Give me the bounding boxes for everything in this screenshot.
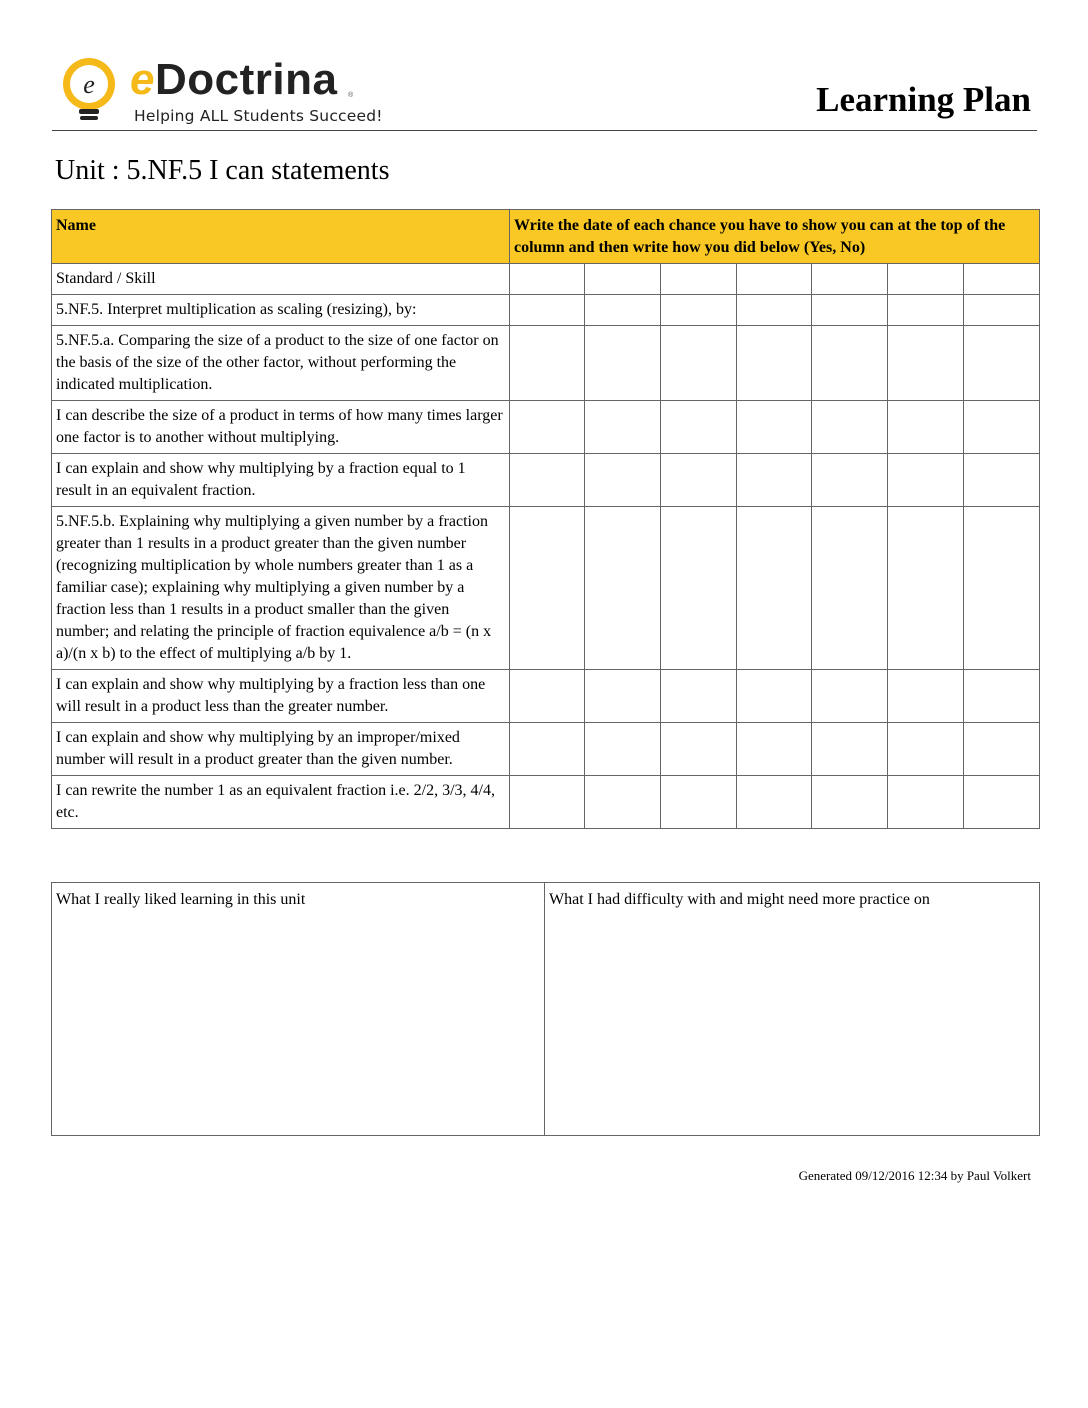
instructions-header: Write the date of each chance you have to show you can at the top of the column and then write how you did below (Yes, No) [510, 210, 1040, 264]
skill-cell: 5.NF.5. Interpret multiplication as scaling (resizing), by: [52, 295, 510, 326]
attempt-cell[interactable] [661, 326, 737, 401]
attempt-cell[interactable] [888, 295, 964, 326]
attempt-cell[interactable] [510, 401, 585, 454]
attempt-cell[interactable] [888, 507, 964, 670]
attempt-cell[interactable] [661, 264, 737, 295]
attempt-cell[interactable] [737, 295, 812, 326]
attempt-cell[interactable] [888, 401, 964, 454]
attempt-cell[interactable] [585, 264, 661, 295]
attempt-cell[interactable] [585, 326, 661, 401]
skill-cell: 5.NF.5.b. Explaining why multiplying a given number by a fraction greater than 1 results in a product greater than the given number (recognizing multiplication by whole numbers greater than 1 as a familiar case); explaining why multiplying a given number by a fraction less than 1 results in a product smaller than the given number; and relating the principle of fraction equivalence a/b = (n x a)/(n x b) to the effect of multiplying a/b by 1. [52, 507, 510, 670]
logo-wordmark-e: e [130, 55, 155, 104]
table-row [52, 670, 1040, 723]
attempt-cell[interactable] [510, 507, 585, 670]
attempt-cell[interactable] [812, 670, 888, 723]
logo-tagline: Helping ALL Students Succeed! [134, 107, 383, 125]
attempt-cell[interactable] [812, 401, 888, 454]
attempt-cell[interactable] [737, 264, 812, 295]
attempt-cell[interactable] [585, 670, 661, 723]
attempt-cell[interactable] [812, 776, 888, 829]
skill-cell: I can explain and show why multiplying by a fraction less than one will result in a product less than the greater number. [52, 670, 510, 723]
liked-learning-box[interactable] [52, 883, 545, 1136]
attempt-cell[interactable] [888, 264, 964, 295]
attempt-cell[interactable] [510, 295, 585, 326]
table-body [52, 264, 1040, 829]
attempt-cell[interactable] [888, 723, 964, 776]
attempt-cell[interactable] [812, 264, 888, 295]
attempt-cell[interactable] [812, 454, 888, 507]
attempt-cell[interactable] [737, 401, 812, 454]
attempt-cell[interactable] [964, 401, 1040, 454]
attempt-cell[interactable] [510, 454, 585, 507]
difficulty-label: What I had difficulty with and might need more practice on [549, 891, 930, 908]
attempt-cell[interactable] [661, 295, 737, 326]
attempt-cell[interactable] [585, 776, 661, 829]
attempt-cell[interactable] [812, 326, 888, 401]
attempt-cell[interactable] [964, 723, 1040, 776]
attempt-cell[interactable] [888, 454, 964, 507]
attempt-cell[interactable] [888, 670, 964, 723]
attempt-cell[interactable] [661, 507, 737, 670]
logo-wordmark [130, 54, 337, 106]
attempt-cell[interactable] [888, 326, 964, 401]
edoctrina-logo [54, 54, 384, 126]
attempt-cell[interactable] [964, 295, 1040, 326]
skill-cell: I can describe the size of a product in terms of how many times larger one factor is to another without multiplying. [52, 401, 510, 454]
table-header-row [52, 210, 1040, 264]
attempt-cell[interactable] [737, 326, 812, 401]
difficulty-box[interactable] [545, 883, 1040, 1136]
table-row [52, 723, 1040, 776]
svg-text:e: e [83, 70, 95, 99]
attempt-cell[interactable] [661, 401, 737, 454]
attempt-cell[interactable] [964, 670, 1040, 723]
liked-learning-label: What I really liked learning in this unit [56, 891, 306, 908]
attempt-cell[interactable] [888, 776, 964, 829]
attempt-cell[interactable] [661, 670, 737, 723]
reflection-table [51, 882, 1040, 1136]
attempt-cell[interactable] [510, 723, 585, 776]
generated-footer: Generated 09/12/2016 12:34 by Paul Volkert [798, 1168, 1031, 1183]
table-row [52, 776, 1040, 829]
document-title: Learning Plan [816, 80, 1031, 119]
table-row [52, 507, 1040, 670]
attempt-cell[interactable] [585, 454, 661, 507]
attempt-cell[interactable] [510, 264, 585, 295]
registered-mark: ® [348, 92, 354, 99]
skill-cell: Standard / Skill [52, 264, 510, 295]
attempt-cell[interactable] [964, 776, 1040, 829]
unit-title: Unit : 5.NF.5 I can statements [55, 155, 390, 186]
name-header: Name [52, 210, 510, 264]
attempt-cell[interactable] [661, 723, 737, 776]
skill-cell: I can explain and show why multiplying by an improper/mixed number will result in a product greater than the given number. [52, 723, 510, 776]
attempt-cell[interactable] [510, 776, 585, 829]
logo-wordmark-rest: Doctrina [154, 55, 338, 104]
attempt-cell[interactable] [510, 670, 585, 723]
table-row [52, 295, 1040, 326]
attempt-cell[interactable] [964, 507, 1040, 670]
attempt-cell[interactable] [585, 401, 661, 454]
attempt-cell[interactable] [737, 507, 812, 670]
attempt-cell[interactable] [585, 723, 661, 776]
attempt-cell[interactable] [964, 454, 1040, 507]
attempt-cell[interactable] [737, 454, 812, 507]
page-header [52, 52, 1037, 131]
skill-cell: I can explain and show why multiplying by a fraction equal to 1 result in an equivalent fraction. [52, 454, 510, 507]
learning-plan-table [51, 209, 1040, 829]
attempt-cell[interactable] [964, 264, 1040, 295]
attempt-cell[interactable] [661, 454, 737, 507]
attempt-cell[interactable] [585, 507, 661, 670]
attempt-cell[interactable] [737, 670, 812, 723]
table-row [52, 264, 1040, 295]
attempt-cell[interactable] [585, 295, 661, 326]
attempt-cell[interactable] [737, 723, 812, 776]
attempt-cell[interactable] [510, 326, 585, 401]
skill-cell: I can rewrite the number 1 as an equivalent fraction i.e. 2/2, 3/3, 4/4, etc. [52, 776, 510, 829]
attempt-cell[interactable] [737, 776, 812, 829]
table-row [52, 454, 1040, 507]
attempt-cell[interactable] [964, 326, 1040, 401]
attempt-cell[interactable] [661, 776, 737, 829]
attempt-cell[interactable] [812, 507, 888, 670]
attempt-cell[interactable] [812, 295, 888, 326]
table-row [52, 401, 1040, 454]
lightbulb-icon [54, 54, 126, 126]
attempt-cell[interactable] [812, 723, 888, 776]
skill-cell: 5.NF.5.a. Comparing the size of a product to the size of one factor on the basis of the size of the other factor, without performing the indicated multiplication. [52, 326, 510, 401]
table-row [52, 326, 1040, 401]
